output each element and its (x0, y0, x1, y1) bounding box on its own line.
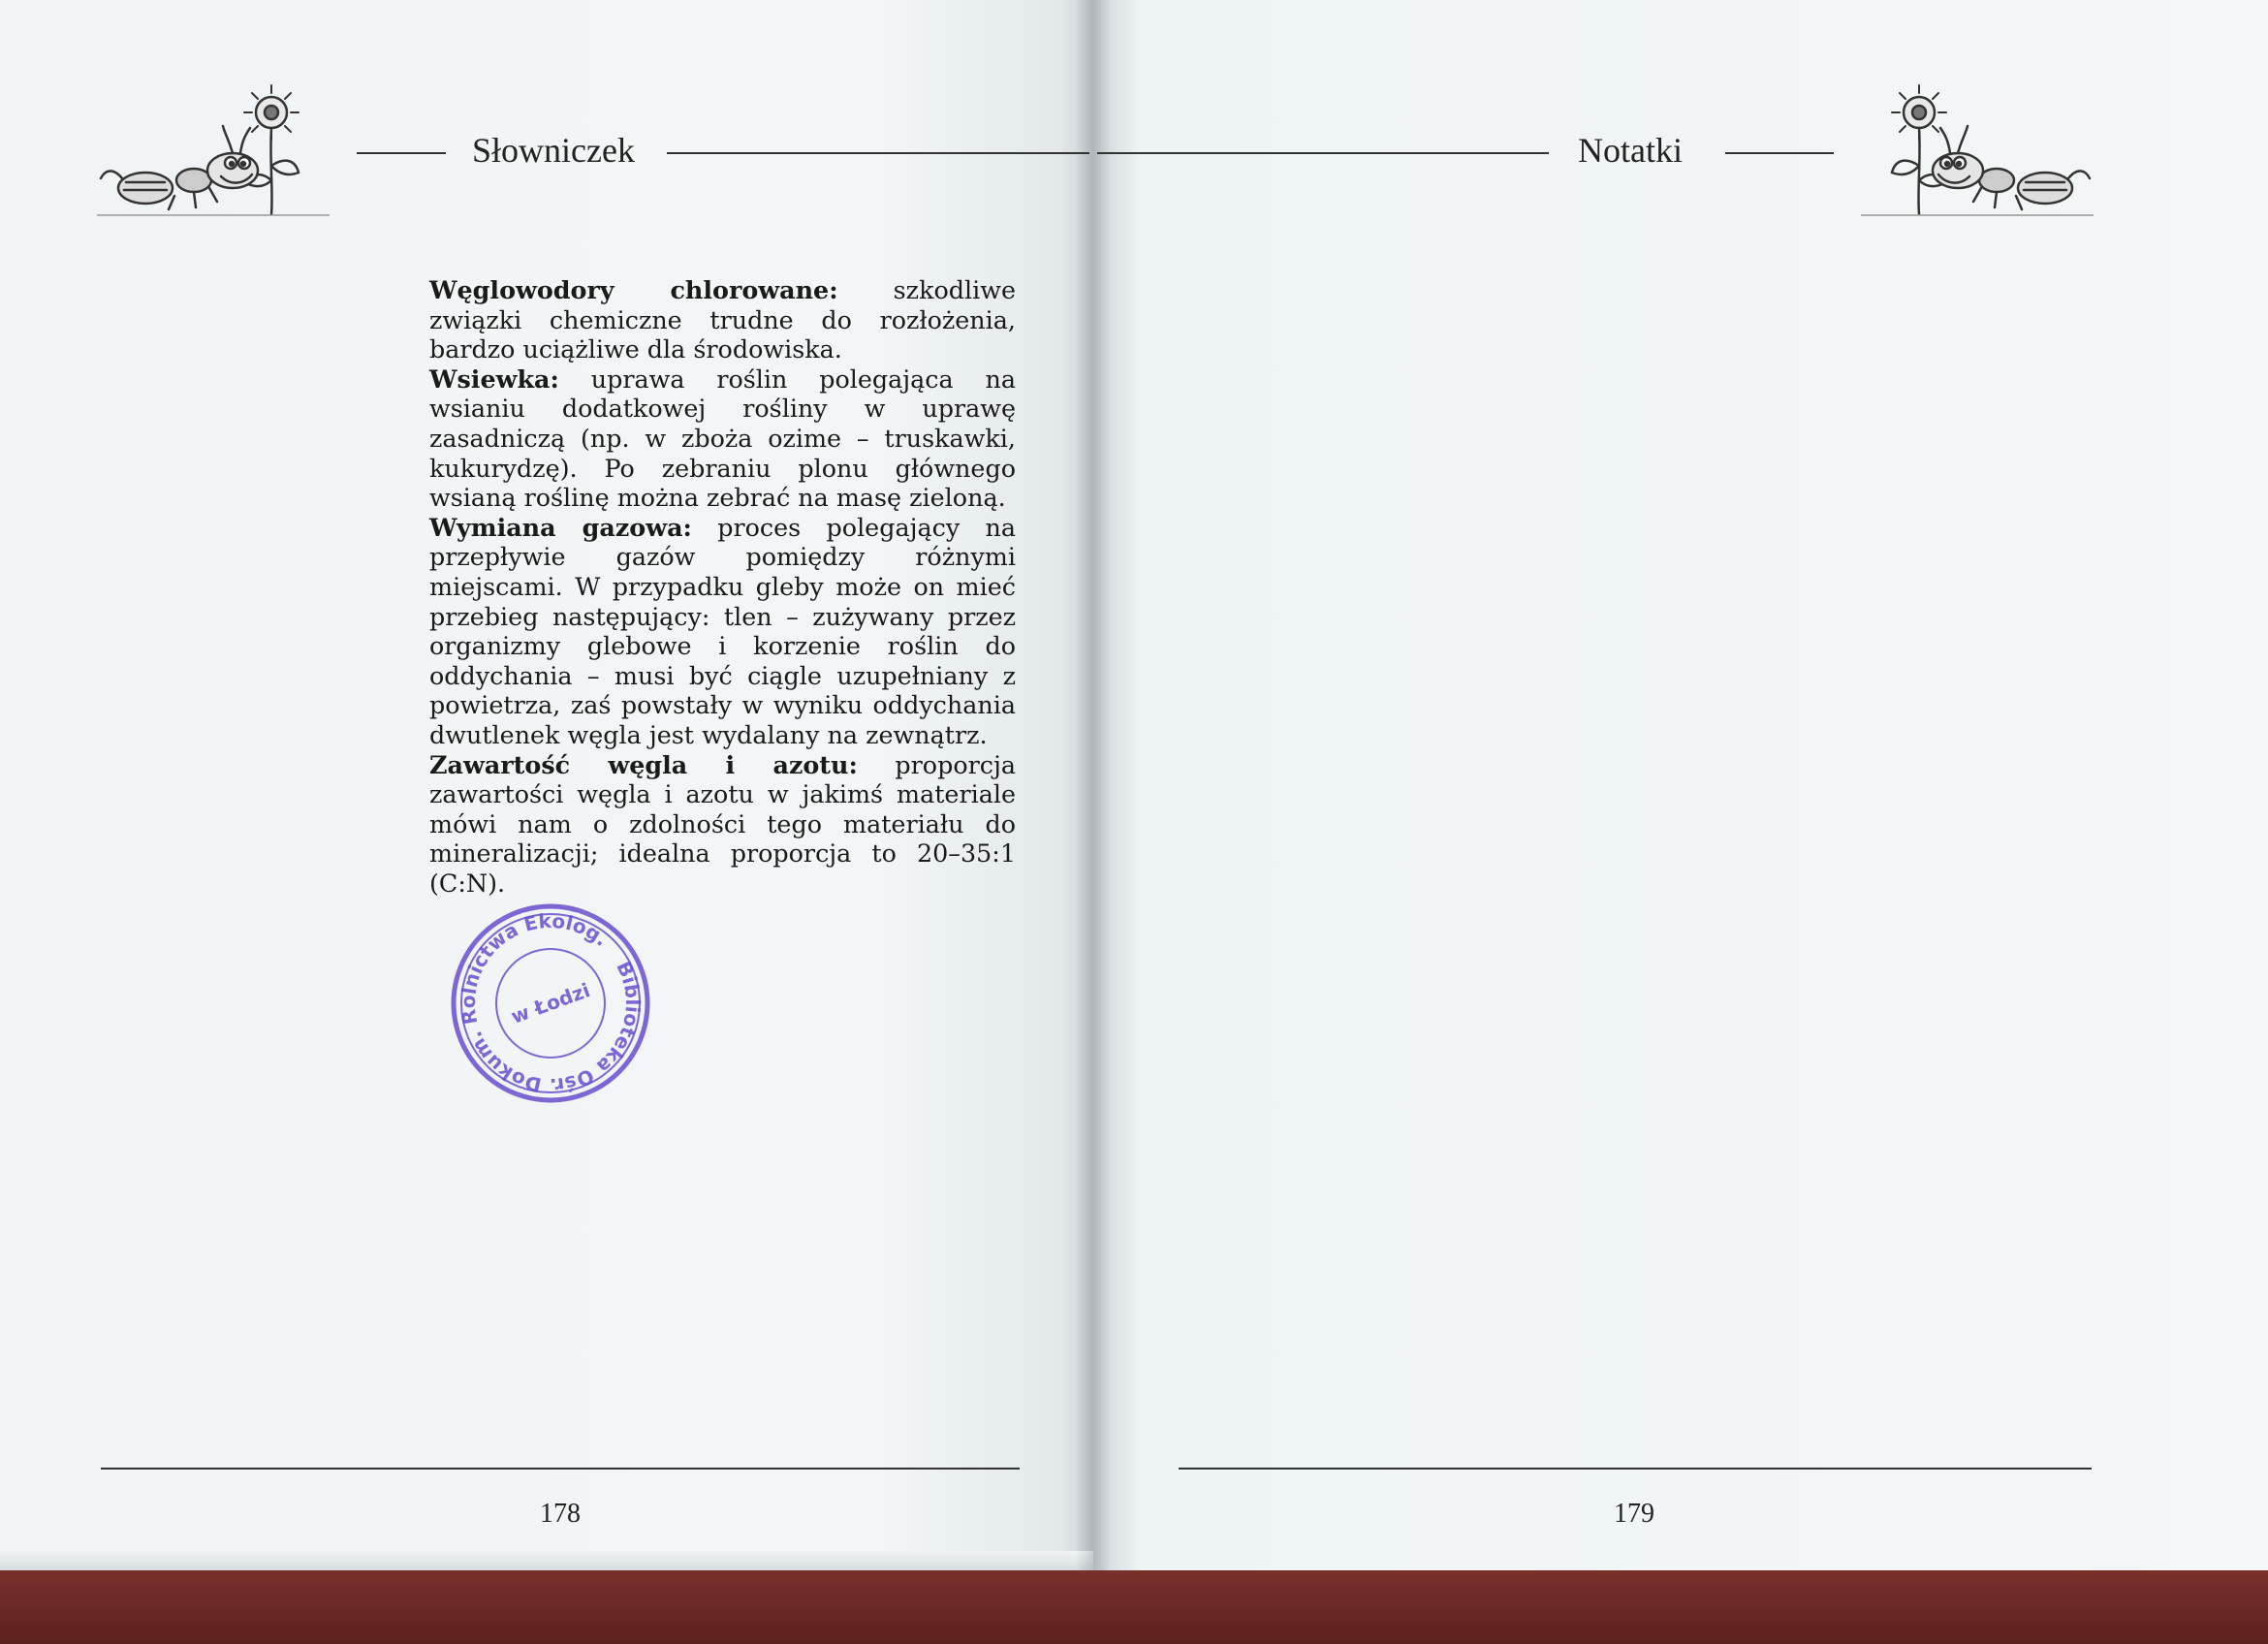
page-edge (0, 1551, 1093, 1570)
book-gutter (1076, 0, 1111, 1570)
page-number: 179 (1614, 1499, 1654, 1529)
svg-text:w Łodzi: w Łodzi (508, 978, 593, 1028)
glossary-entries (429, 275, 1016, 898)
glossary-entry (429, 513, 1016, 750)
glossary-definition: proces polegający na przepływie gazów pomiędzy różnymi miejscami. W przypadku gleby może on mieć przebieg następujący: tlen – zużywany przez organizmy glebowe i korzenie roślin do oddychania – musi być ciągle uzupełniany z powietrza, zaś powstały w wyniku oddychania dwutlenek węgla jest wydalany na zewnątrz. (429, 512, 1016, 749)
page-number: 178 (540, 1499, 581, 1529)
page-title: Słowniczek (472, 131, 635, 170)
ant-sunflower-icon (97, 74, 330, 219)
right-page (1093, 0, 2268, 1570)
glossary-entry (429, 275, 1016, 364)
footer-rule-right (1179, 1468, 2092, 1470)
book-cover-edge (0, 1570, 2268, 1644)
glossary-entry (429, 750, 1016, 899)
header-rule-right-short (1725, 152, 1834, 154)
glossary-entry (429, 364, 1016, 513)
header-rule-left-short (357, 152, 446, 154)
header-rule-right-long (1097, 152, 1549, 154)
glossary-term: Węglowodory chlorowane: (429, 275, 838, 304)
glossary-definition: szkodliwe związki chemiczne trudne do rozłożenia, bardzo uciążliwe dla środowiska. (429, 275, 1016, 364)
svg-text:Biblioteka Ośr. Dokum. Rolnict: Biblioteka Ośr. Dokum. Rolnictwa Ekolog. (456, 908, 646, 1098)
footer-rule-left (101, 1468, 1020, 1470)
glossary-term: Zawartość węgla i azotu: (429, 749, 858, 779)
header-rule-left-long (667, 152, 1089, 154)
library-stamp (449, 901, 652, 1105)
glossary-definition: proporcja zawartości węgla i azotu w jakimś materiale mówi nam o zdolności tego materiału do mineralizacji; idealna proporcja to 20–35:1 (C:N). (429, 749, 1016, 898)
page-title: Notatki (1578, 131, 1683, 170)
glossary-term: Wsiewka: (429, 364, 559, 394)
glossary-term: Wymiana gazowa: (429, 512, 692, 542)
ant-sunflower-icon (1861, 74, 2094, 219)
glossary-definition: uprawa roślin polegająca na wsianiu dodatkowej rośliny w uprawę zasadniczą (np. w zboża ozime – truskawki, kukurydzę). Po zebraniu plonu głównego wsianą roślinę można zebrać na masę zieloną. (429, 364, 1016, 513)
